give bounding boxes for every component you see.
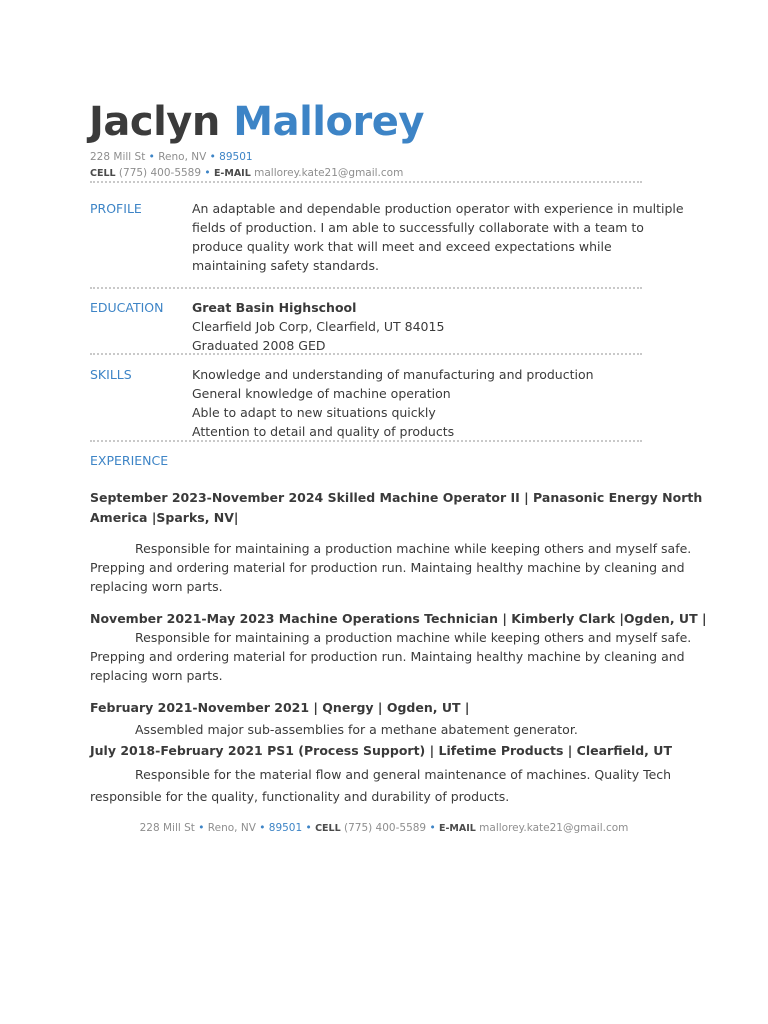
footer-email-label: E-MAIL [439, 823, 476, 834]
job-heading [90, 609, 707, 629]
profile-text [192, 199, 682, 275]
job-desc-line: Prepping and ordering material for production run. Maintaing healthy machine by cleaning and [90, 649, 685, 664]
address-street: 228 Mill St [90, 151, 146, 163]
skill-item: Attention to detail and quality of products [192, 424, 455, 439]
job-heading [90, 741, 672, 761]
school-name: Great Basin Highschool [192, 300, 357, 315]
job-heading [90, 488, 703, 528]
contact-address [90, 150, 253, 164]
education-details [192, 298, 682, 355]
first-name: Jaclyn [89, 99, 220, 145]
job-heading-line: February 2021-November 2021 | Qnergy | Ogden, UT | [90, 700, 470, 715]
experience-heading: EXPERIENCE [90, 453, 169, 468]
separator-bullet: • [198, 822, 205, 834]
profile-line: An adaptable and dependable production operator with experience in multiple [192, 201, 684, 216]
education-line-2 [192, 317, 682, 336]
profile-line: maintaining safety standards. [192, 258, 379, 273]
job-desc-line: replacing worn parts. [90, 579, 223, 594]
job-heading [90, 698, 660, 718]
job-description [90, 539, 690, 596]
education-location: Clearfield, UT 84015 [312, 319, 445, 334]
separator-bullet: • [305, 822, 312, 834]
job-desc-line: Responsible for maintaining a production machine while keeping others and myself safe. [135, 630, 692, 645]
separator-bullet: • [429, 822, 436, 834]
job-description [90, 720, 690, 739]
job-heading-line: September 2023-November 2024 Skilled Machine Operator II | Panasonic Energy North [90, 490, 703, 505]
job-description [90, 628, 690, 685]
cell-label: CELL [90, 168, 116, 179]
job-heading-line: November 2021-May 2023 Machine Operations Technician | Kimberly Clark |Ogden, UT | [90, 611, 707, 626]
separator-bullet: • [259, 822, 266, 834]
job-heading-line: July 2018-February 2021 PS1 (Process Support) | Lifetime Products | Clearfield, UT [90, 743, 672, 758]
job-description [90, 764, 690, 808]
divider [90, 353, 642, 355]
skill-item: Able to adapt to new situations quickly [192, 405, 436, 420]
skill-item: Knowledge and understanding of manufacturing and production [192, 367, 594, 382]
skills-list [192, 365, 682, 441]
email-value[interactable]: mallorey.kate21@gmail.com [254, 167, 404, 179]
job-desc-line: Prepping and ordering material for production run. Maintaing healthy machine by cleaning and [90, 560, 685, 575]
contact-phone-email [90, 166, 403, 181]
footer-city: Reno, NV [207, 822, 256, 834]
divider [90, 181, 642, 183]
profile-line: fields of production. I am able to successfully collaborate with a team to [192, 220, 644, 235]
footer-street: 228 Mill St [139, 822, 195, 834]
job-desc-line: replacing worn parts. [90, 668, 223, 683]
divider [90, 287, 642, 289]
footer-cell-value: (775) 400-5589 [343, 822, 427, 834]
profile-line: produce quality work that will meet and exceed expectations while [192, 239, 612, 254]
address-city: Reno, NV [158, 151, 207, 163]
job-heading-line: America |Sparks, NV| [90, 510, 239, 525]
last-name: Mallorey [233, 99, 424, 145]
divider [90, 440, 642, 442]
job-desc-line: Responsible for the material flow and general maintenance of machines. Quality Tech [135, 767, 672, 782]
job-desc-line: Responsible for maintaining a production machine while keeping others and myself safe. [135, 541, 692, 556]
footer-zip: 89501 [268, 822, 303, 834]
job-desc-line: responsible for the quality, functionality and durability of products. [90, 789, 510, 804]
education-org: Clearfield Job Corp, [192, 319, 313, 334]
job-desc-line: Assembled major sub-assemblies for a methane abatement generator. [135, 722, 578, 737]
cell-value: (775) 400-5589 [118, 167, 202, 179]
profile-heading: PROFILE [90, 201, 142, 216]
address-zip: 89501 [219, 151, 253, 163]
email-label: E-MAIL [213, 168, 251, 179]
education-graduation: Graduated 2008 GED [192, 338, 326, 353]
separator-bullet: • [204, 167, 211, 179]
footer-cell-label: CELL [315, 823, 341, 834]
separator-bullet: • [209, 151, 216, 163]
candidate-name [89, 96, 424, 148]
education-heading: EDUCATION [90, 300, 164, 315]
footer-email-value[interactable]: mallorey.kate21@gmail.com [479, 822, 629, 834]
skills-heading: SKILLS [90, 367, 132, 382]
footer-contact [0, 822, 768, 834]
skill-item: General knowledge of machine operation [192, 386, 451, 401]
separator-bullet: • [148, 151, 155, 163]
